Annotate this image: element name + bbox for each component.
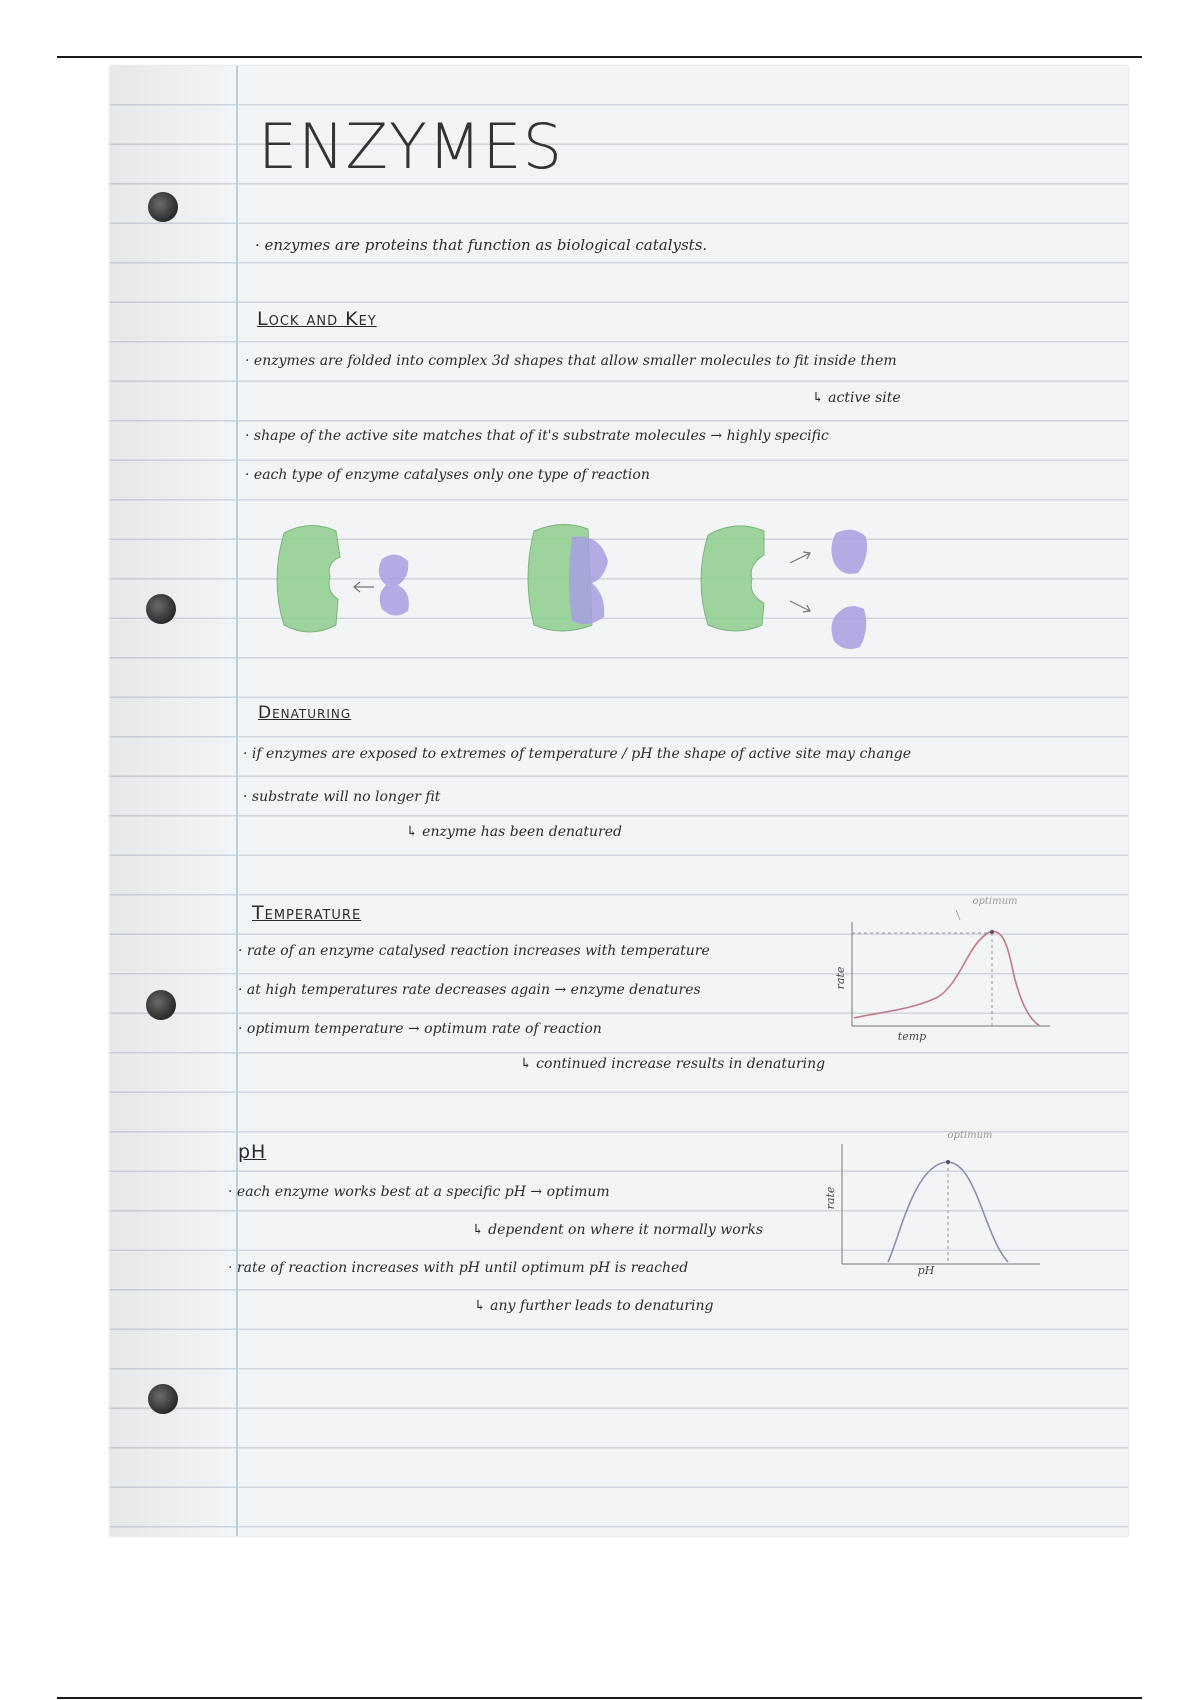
- enzyme-shape: [277, 525, 340, 632]
- temperature-graph: [834, 886, 1070, 1046]
- binder-hole: [146, 990, 176, 1020]
- intro-text: · enzymes are proteins that function as biological catalysts.: [255, 236, 707, 254]
- arrow-icon: [790, 552, 810, 563]
- denaturing-line-2: · substrate will no longer fit: [243, 789, 440, 805]
- denatured-note: ↳ enzyme has been denatured: [406, 824, 622, 840]
- temperature-line-3: · optimum temperature → optimum rate of reaction: [238, 1021, 602, 1037]
- substrate-shape: [379, 554, 409, 615]
- optimum-point: [946, 1160, 950, 1164]
- further-denaturing-note: ↳ any further leads to denaturing: [474, 1298, 714, 1314]
- denaturing-heading: Denaturing: [258, 703, 352, 723]
- temperature-line-2: · at high temperatures rate decreases again → enzyme denatures: [238, 982, 701, 998]
- binder-hole: [148, 1384, 178, 1414]
- lock-and-key-heading: Lock and Key: [257, 308, 377, 330]
- active-site-note: ↳ active site: [812, 390, 901, 406]
- page-title: ENZYMES: [258, 110, 563, 183]
- binder-hole: [146, 594, 176, 624]
- enzyme-shape: [701, 526, 764, 631]
- arrow-icon: [354, 582, 374, 592]
- margin-line: [236, 66, 238, 1536]
- ph-line-1: · each enzyme works best at a specific pH → optimum: [228, 1184, 610, 1200]
- temperature-curve: [854, 931, 1040, 1026]
- page-shadow: [110, 66, 235, 1536]
- lock-key-line-1: · enzymes are folded into complex 3d shapes that allow smaller molecules to fit inside them: [245, 353, 897, 369]
- temperature-heading: Temperature: [252, 902, 362, 924]
- product-shape: [831, 606, 866, 649]
- ph-optimum-label: optimum: [947, 1130, 993, 1141]
- continued-increase-note: ↳ continued increase results in denaturing: [520, 1056, 826, 1072]
- notebook-page: [110, 66, 1128, 1536]
- top-rule: [57, 56, 1142, 58]
- bottom-rule: [57, 1697, 1142, 1699]
- temp-y-label: rate: [834, 966, 847, 990]
- product-shape: [831, 530, 867, 574]
- denaturing-line-1: · if enzymes are exposed to extremes of temperature / pH the shape of active site may change: [243, 746, 911, 762]
- temperature-line-1: · rate of an enzyme catalysed reaction increases with temperature: [238, 943, 710, 959]
- lock-key-line-3: · each type of enzyme catalyses only one type of reaction: [245, 467, 650, 483]
- ph-y-label: rate: [824, 1186, 837, 1210]
- arrow-icon: [790, 601, 810, 612]
- lock-key-line-2: · shape of the active site matches that of it's substrate molecules → highly specific: [245, 428, 829, 444]
- ph-line-2: · rate of reaction increases with pH until optimum pH is reached: [228, 1260, 688, 1276]
- ph-x-label: pH: [917, 1264, 935, 1277]
- ph-graph: [824, 1126, 1060, 1277]
- normally-works-note: ↳ dependent on where it normally works: [472, 1222, 764, 1238]
- lock-and-key-diagram: [270, 521, 910, 671]
- temp-x-label: temp: [897, 1030, 927, 1043]
- optimum-point: [990, 930, 994, 934]
- binder-hole: [148, 192, 178, 222]
- substrate-shape: [569, 537, 608, 625]
- ph-heading: pH: [238, 1141, 267, 1163]
- temp-optimum-label: optimum: [972, 896, 1018, 907]
